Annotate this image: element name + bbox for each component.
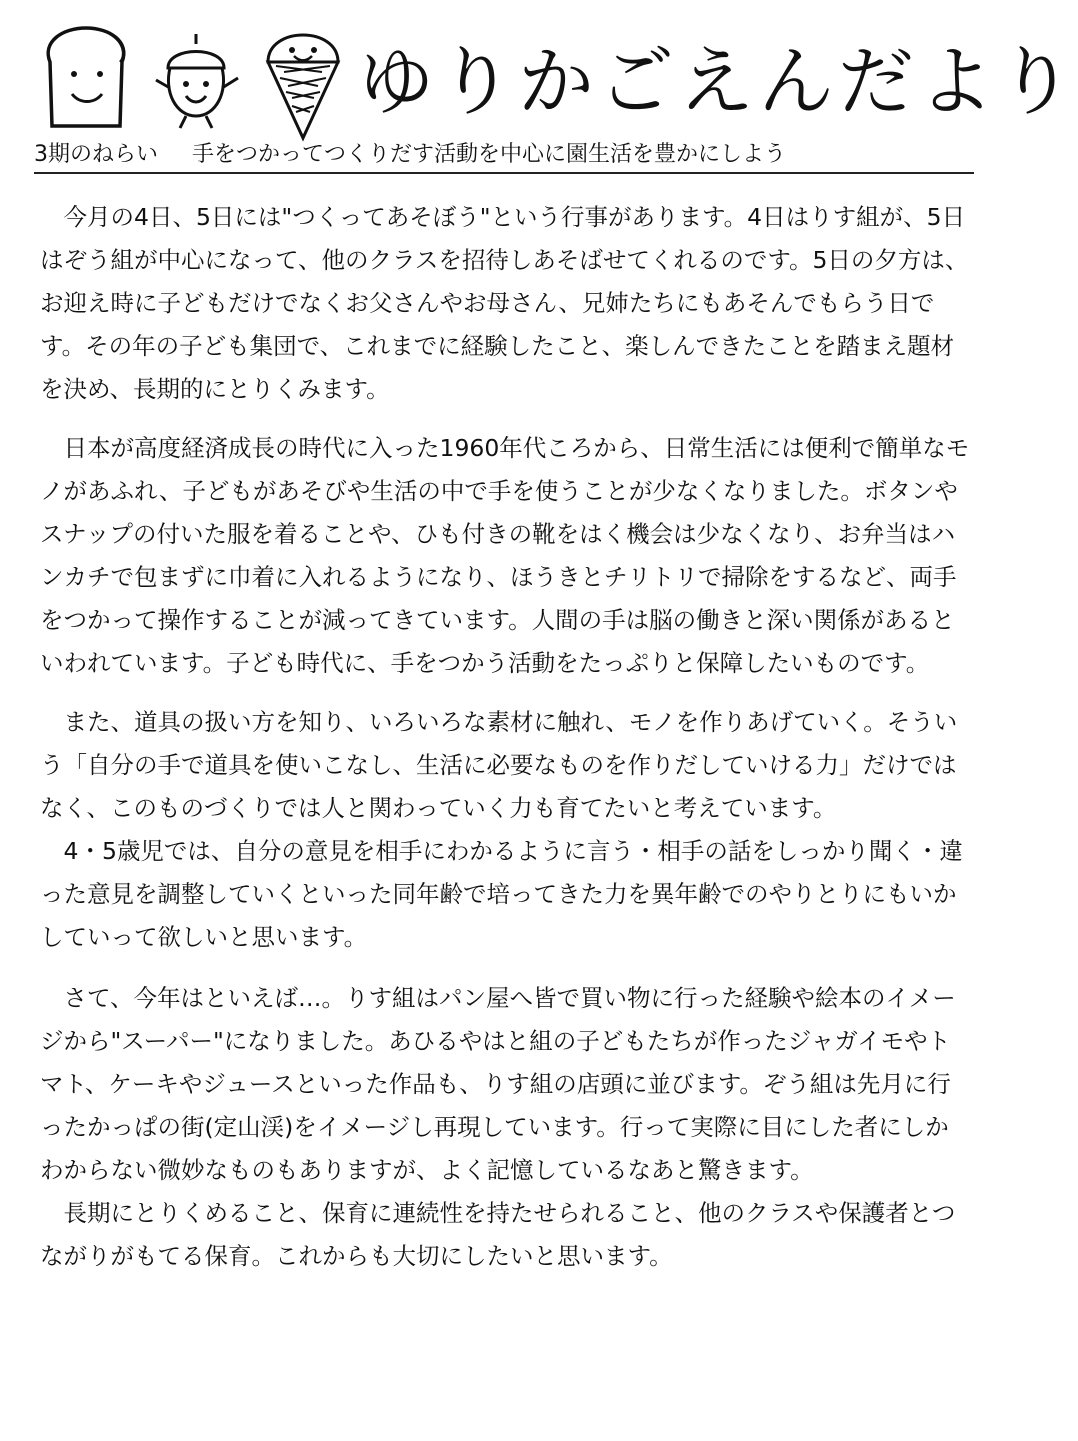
paragraph-tools-and-relations: また、道具の扱い方を知り、いろいろな素材に触れ、モノを作りあげていく。そういう「自分の手で道具を使いこなし、生活に必要なものを作りだしていける力」だけではなく、このものづくりでは人と関わっていく力も育てたいと考えています。 (40, 708, 958, 822)
paragraph-closing: 長期にとりくめること、保育に連続性を持たせられること、他のクラスや保護者とつながりがもてる保育。これからも大切にしたいと思います。 (40, 1199, 956, 1270)
paragraph-age-groups: 4・5歳児では、自分の意見を相手にわかるように言う・相手の話をしっかり聞く・違った意見を調整していくといった同年齢で培ってきた力を異年齢でのやりとりにもいかしていって欲しいと思います。 (40, 837, 963, 951)
term-aim-text: 手をつかってつくりだす活動を中心に園生活を豊かにしよう (192, 142, 787, 167)
ice-cream-character-icon (262, 16, 344, 142)
term-aim-line (34, 140, 974, 174)
header (0, 0, 1078, 167)
term-aim-label: 3期のねらい (34, 142, 158, 167)
paragraph-hands-and-growth: 日本が高度経済成長の時代に入った1960年代ころから、日常生活には便利で簡単なモノがあふれ、子どもがあそびや生活の中で手を使うことが少なくなりました。ボタンやスナップの付いた服を着ることや、ひも付きの靴をはく機会は少なくなり、お弁当はハンカチで包まずに巾着に入れるようになり、ほうきとチリトリで掃除をするなど、両手をつかって操作することが減ってきています。人間の手は脳の働きと深い関係があるといわれています。子ども時代に、手をつかう活動をたっぷりと保障したいものです。 (40, 434, 970, 677)
newsletter-title: ゆりかごえんだより (358, 37, 1078, 126)
acorn-character-icon (150, 32, 242, 132)
paragraph-this-year: さて、今年はといえば…。りす組はパン屋へ皆で買い物に行った経験や絵本のイメージから"スーパー"になりました。あひるやはと組の子どもたちが作ったジャガイモやトマト、ケーキやジュースといった作品も、りす組の店頭に並びます。ぞう組は先月に行ったかっぱの街(定山渓)をイメージし再現しています。行って実際に目にした者にしかわからない微妙なものもありますが、よく記憶しているなあと驚きます。 (40, 984, 956, 1184)
newsletter-body (40, 196, 970, 1278)
bread-character-icon (40, 22, 132, 134)
paragraph-event-intro: 今月の4日、5日には"つくってあそぼう"という行事があります。4日はりす組が、5日はぞう組が中心になって、他のクラスを招待しあそばせてくれるのです。5日の夕方は、お迎え時に子どもだけでなくお父さんやお母さん、兄姉たちにもあそんでもらう日です。その年の子ども集団で、これまでに経験したこと、楽しんできたことを踏まえ題材を決め、長期的にとりくみます。 (40, 203, 969, 403)
